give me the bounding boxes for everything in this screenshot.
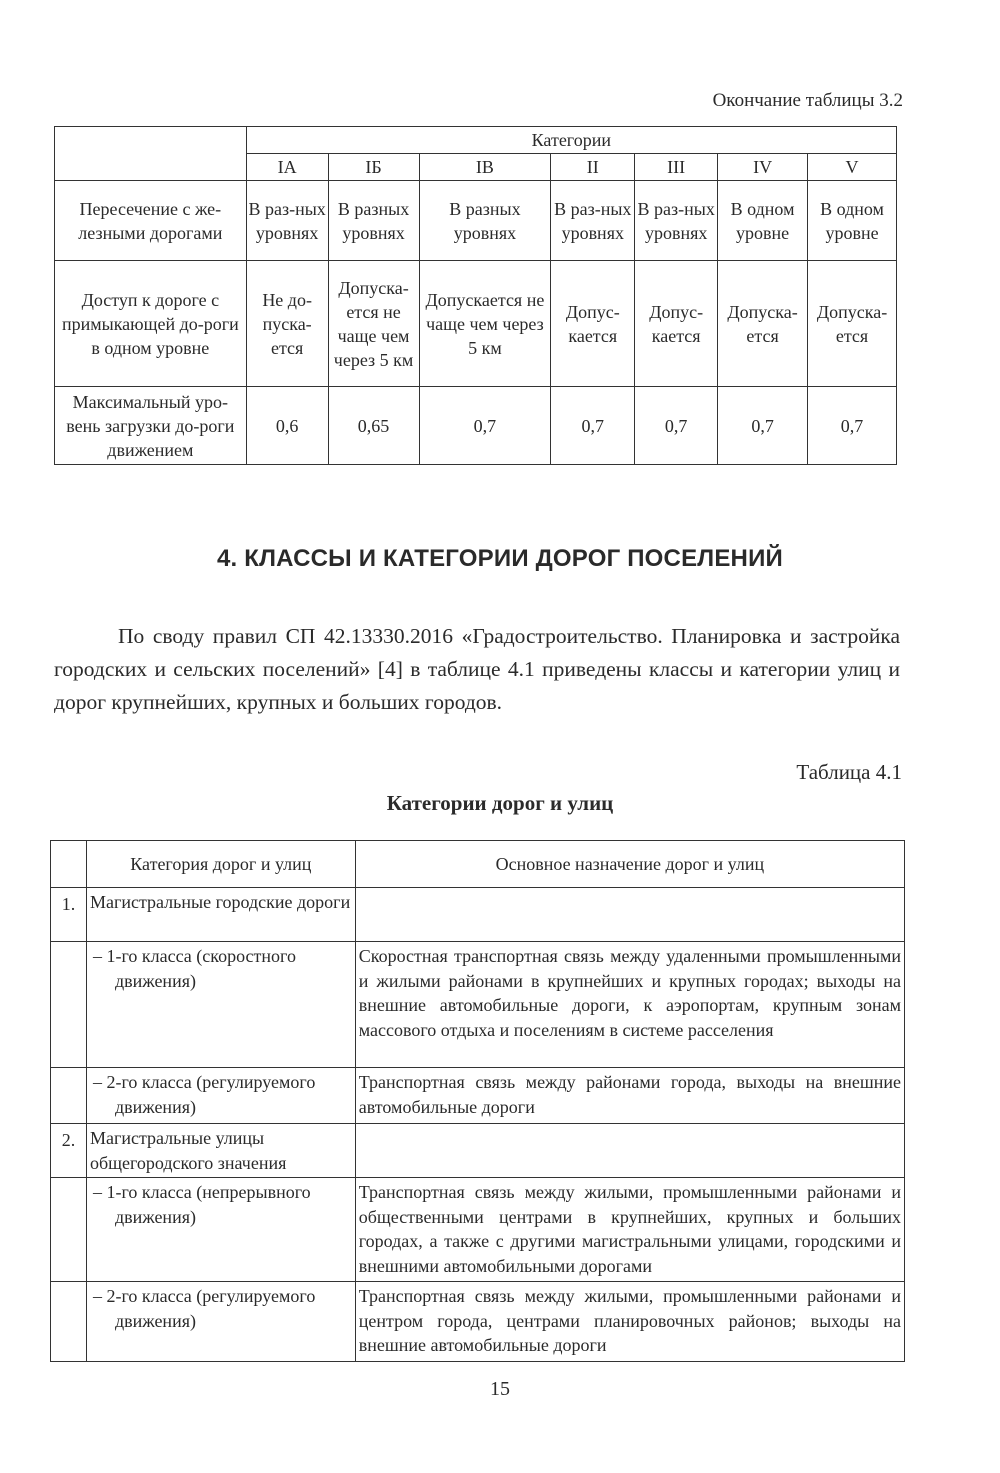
category-header: IV [718, 154, 808, 181]
purpose-cell: Скоростная транспортная связь между удаленными промышленными и жилыми районами в крупнейших и крупных городах; выходы на внешние автомобильные дороги, к аэропортам, крупным зонам массового отдыха и поселениям в системе расселения [355, 942, 904, 1068]
row-number [51, 1178, 87, 1282]
table-cell: В раз-ных уровнях [246, 181, 328, 261]
table-cell: В раз-ных уровнях [635, 181, 718, 261]
empty-corner-cell [55, 127, 247, 181]
table-cell: Допуска-ется [718, 261, 808, 387]
row-number: 2. [51, 1124, 87, 1178]
table-cell: В одном уровне [808, 181, 897, 261]
table-number-caption: Таблица 4.1 [796, 760, 902, 784]
table-cell: Не до-пуска-ется [246, 261, 328, 387]
section-heading: 4. КЛАССЫ И КАТЕГОРИИ ДОРОГ ПОСЕЛЕНИЙ [217, 545, 783, 572]
table-cell: Допус-кается [635, 261, 718, 387]
table-row [55, 181, 897, 261]
body-paragraph: По своду правил СП 42.13330.2016 «Градостроительство. Планировка и застройка городских и сельских поселений» [4] в таблице 4.1 приведены классы и категории улиц и дорог крупнейших, крупных и больших городов. [54, 624, 900, 714]
row-number [51, 1068, 87, 1124]
empty-corner-cell [51, 841, 87, 888]
purpose-cell: Транспортная связь между районами города, выходы на внешние автомобильные дороги [355, 1068, 904, 1124]
row-number [51, 1282, 87, 1362]
table-cell: Допускается не чаще чем через 5 км [419, 261, 551, 387]
purpose-cell: Транспортная связь между жилыми, промышленными районами и центром города, центрами планировочных районов; выходы на внешние автомобильные дороги [355, 1282, 904, 1362]
table-continuation-caption: Окончание таблицы 3.2 [712, 90, 903, 111]
table-cell: 0,7 [635, 387, 718, 465]
table-row [55, 261, 897, 387]
table-header-row [55, 127, 897, 154]
table-row [51, 888, 905, 942]
categories-group-header: Категории [246, 127, 896, 154]
table-title: Категории дорог и улиц [386, 791, 614, 815]
table-header-row [51, 841, 905, 888]
category-cell: Магистральные городские дороги [86, 888, 355, 942]
table-cell: Допуска-ется [808, 261, 897, 387]
table-cell: 0,7 [551, 387, 635, 465]
page-number: 15 [490, 1378, 510, 1400]
table-4-1 [50, 840, 905, 1362]
table-row [51, 1124, 905, 1178]
table-cell: Допуска-ется не чаще чем через 5 км [328, 261, 419, 387]
category-cell: – 1-го класса (скоростного движения) [86, 942, 355, 1068]
column-header: Категория дорог и улиц [86, 841, 355, 888]
purpose-cell [355, 888, 904, 942]
table-cell: 0,7 [808, 387, 897, 465]
row-number [51, 942, 87, 1068]
row-number: 1. [51, 888, 87, 942]
category-cell: Магистральные улицы общегородского значения [86, 1124, 355, 1178]
category-header: IБ [328, 154, 419, 181]
table-row [51, 1282, 905, 1362]
purpose-cell: Транспортная связь между жилыми, промышленными районами и общественными центрами в крупнейших, крупных и больших городах, а также с другими магистральными улицами, городскими и внешними автомобильными дорогами [355, 1178, 904, 1282]
table-cell: Допус-кается [551, 261, 635, 387]
table-row [51, 1178, 905, 1282]
table-cell: В одном уровне [718, 181, 808, 261]
table-cell: 0,6 [246, 387, 328, 465]
column-header: Основное назначение дорог и улиц [355, 841, 904, 888]
category-header: V [808, 154, 897, 181]
table-cell: В разных уровнях [419, 181, 551, 261]
category-header: IA [246, 154, 328, 181]
table-row [51, 942, 905, 1068]
purpose-cell [355, 1124, 904, 1178]
category-header: II [551, 154, 635, 181]
table-cell: 0,65 [328, 387, 419, 465]
table-cell: 0,7 [718, 387, 808, 465]
category-header: III [635, 154, 718, 181]
table-row [55, 387, 897, 465]
category-header: IB [419, 154, 551, 181]
category-cell: – 2-го класса (регулируемого движения) [86, 1282, 355, 1362]
table-3-2 [54, 126, 897, 465]
category-cell: – 1-го класса (непрерывного движения) [86, 1178, 355, 1282]
table-cell: В раз-ных уровнях [551, 181, 635, 261]
table-cell: В разных уровнях [328, 181, 419, 261]
row-label: Пересечение с же-лезными дорогами [55, 181, 247, 261]
table-cell: 0,7 [419, 387, 551, 465]
row-label: Доступ к дороге с примыкающей до-роги в одном уровне [55, 261, 247, 387]
row-label: Максимальный уро-вень загрузки до-роги движением [55, 387, 247, 465]
table-row [51, 1068, 905, 1124]
category-cell: – 2-го класса (регулируемого движения) [86, 1068, 355, 1124]
